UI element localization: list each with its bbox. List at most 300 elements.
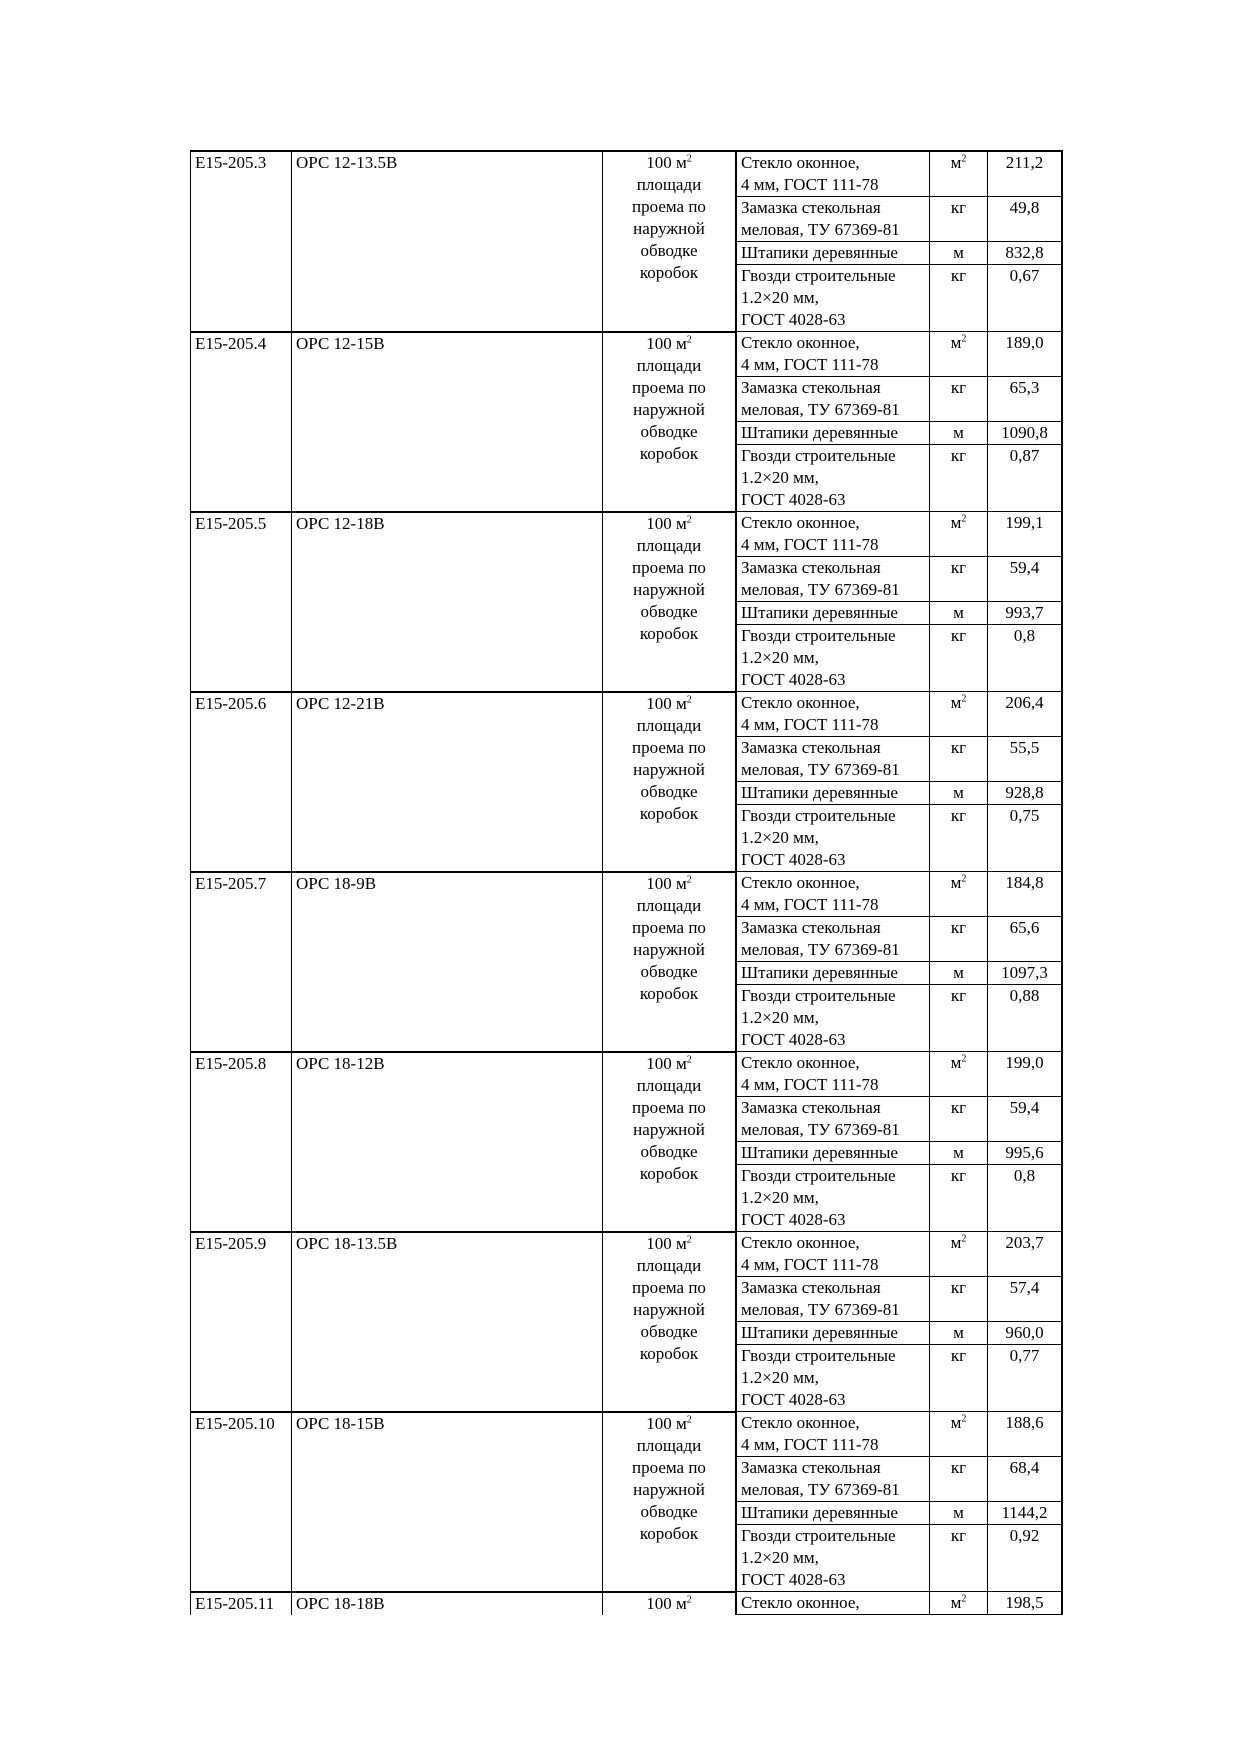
material-unit-text: м [953, 963, 964, 982]
material-name [736, 737, 930, 782]
material-name [736, 422, 930, 445]
superscript-2: 2 [686, 333, 692, 345]
material-unit-text: м [953, 1143, 964, 1162]
material-quantity: 188,6 [988, 1412, 1063, 1457]
norms-table-body [191, 151, 1063, 1615]
measure-unit-line: обводке [640, 421, 698, 441]
material-line: меловая, ТУ 67369-81 [741, 1480, 900, 1499]
measure-unit-text: 100 м [646, 693, 687, 713]
material-unit [930, 1097, 988, 1142]
material-unit [930, 151, 988, 197]
measure-unit-text: 100 м [646, 1233, 687, 1253]
material-line: Гвозди строительные [741, 446, 896, 465]
material-line: 1.2×20 мм, [741, 828, 819, 847]
material-name [736, 1322, 930, 1345]
material-line: Замазка стекольная [741, 378, 881, 397]
superscript-2: 2 [686, 1233, 692, 1245]
material-name [736, 692, 930, 737]
material-name [736, 917, 930, 962]
measure-unit-line: проема по [632, 737, 706, 757]
measure-unit-main [607, 1233, 731, 1255]
material-unit-sup: 2 [961, 693, 967, 705]
superscript-2: 2 [686, 693, 692, 705]
material-quantity: 59,4 [988, 557, 1063, 602]
measure-unit-line: обводке [640, 781, 698, 801]
material-quantity: 0,77 [988, 1345, 1063, 1412]
measure-unit-line: наружной [633, 1119, 705, 1139]
material-line: 1.2×20 мм, [741, 468, 819, 487]
material-unit-text: кг [950, 1458, 967, 1477]
material-unit-text: м [950, 1413, 962, 1432]
material-line: Стекло оконное, [741, 153, 860, 172]
material-unit-text: м [953, 243, 964, 262]
material-line: 1.2×20 мм, [741, 288, 819, 307]
material-name [736, 332, 930, 377]
measure-unit-main [607, 333, 731, 355]
material-line: 1.2×20 мм, [741, 1548, 819, 1567]
norm-code: Е15-205.10 [191, 1412, 292, 1592]
superscript-2: 2 [686, 1413, 692, 1425]
measure-unit-line: площади [636, 715, 702, 735]
table-row [191, 872, 1063, 917]
material-line: Замазка стекольная [741, 738, 881, 757]
material-quantity: 65,3 [988, 377, 1063, 422]
table-row [191, 332, 1063, 377]
material-name [736, 962, 930, 985]
measure-unit-text: 100 м [646, 153, 687, 172]
material-quantity: 0,88 [988, 985, 1063, 1052]
norm-code: Е15-205.5 [191, 512, 292, 692]
table-row [191, 1592, 1063, 1615]
material-line: Гвозди строительные [741, 1166, 896, 1185]
material-unit-sup: 2 [961, 1053, 967, 1065]
material-line: Штапики деревянные [741, 963, 898, 982]
material-name [736, 1412, 930, 1457]
table-row [191, 1052, 1063, 1097]
measure-unit-line: обводке [640, 1501, 698, 1521]
material-unit [930, 805, 988, 872]
material-line: 1.2×20 мм, [741, 1188, 819, 1207]
material-unit [930, 1052, 988, 1097]
material-name [736, 242, 930, 265]
material-line: 4 мм, ГОСТ 111-78 [741, 895, 879, 914]
material-name [736, 1502, 930, 1525]
material-line: ГОСТ 4028-63 [741, 670, 846, 689]
material-quantity: 1144,2 [988, 1502, 1063, 1525]
material-line: меловая, ТУ 67369-81 [741, 580, 900, 599]
norm-code: Е15-205.9 [191, 1232, 292, 1412]
material-unit [930, 602, 988, 625]
material-line: Штапики деревянные [741, 603, 898, 622]
material-unit-text: кг [950, 1278, 967, 1297]
material-unit-text: м [950, 513, 962, 532]
material-quantity: 1097,3 [988, 962, 1063, 985]
measure-unit-text: 100 м [646, 1593, 687, 1613]
material-quantity: 59,4 [988, 1097, 1063, 1142]
material-unit-text: кг [950, 1526, 967, 1545]
material-line: Штапики деревянные [741, 783, 898, 802]
table-row [191, 1232, 1063, 1277]
superscript-2: 2 [686, 153, 692, 165]
material-unit-text: м [953, 783, 964, 802]
material-quantity: 0,87 [988, 445, 1063, 512]
norm-code: Е15-205.3 [191, 151, 292, 332]
material-line: Гвозди строительные [741, 986, 896, 1005]
material-name [736, 872, 930, 917]
material-unit [930, 1322, 988, 1345]
measure-unit-line: проема по [632, 197, 706, 216]
material-unit [930, 1345, 988, 1412]
material-line: Штапики деревянные [741, 1143, 898, 1162]
material-line: меловая, ТУ 67369-81 [741, 760, 900, 779]
material-line: ГОСТ 4028-63 [741, 850, 846, 869]
measure-unit-line: площади [636, 895, 702, 915]
measure-unit-line: обводке [640, 241, 698, 260]
material-line: Замазка стекольная [741, 1278, 881, 1297]
measure-unit-main [607, 1413, 731, 1435]
measure-unit-text: 100 м [646, 873, 687, 893]
material-name [736, 1097, 930, 1142]
material-unit [930, 1457, 988, 1502]
construction-name: ОРС 12-21В [292, 692, 603, 872]
material-name [736, 1277, 930, 1322]
measure-unit-line: наружной [633, 759, 705, 779]
material-line: Замазка стекольная [741, 1098, 881, 1117]
material-unit-text: м [950, 1053, 962, 1072]
material-line: 4 мм, ГОСТ 111-78 [741, 1435, 879, 1454]
material-unit [930, 872, 988, 917]
material-quantity: 68,4 [988, 1457, 1063, 1502]
material-line: 4 мм, ГОСТ 111-78 [741, 535, 879, 554]
material-line: Стекло оконное, [741, 333, 860, 352]
material-unit-text: м [953, 1503, 964, 1522]
material-unit [930, 1232, 988, 1277]
material-unit-text: кг [950, 378, 967, 397]
measure-unit-main [607, 1053, 731, 1075]
material-line: Гвозди строительные [741, 806, 896, 825]
measure-unit [603, 1592, 737, 1615]
measure-unit-line: коробок [639, 1343, 699, 1363]
measure-unit-text: 100 м [646, 333, 687, 353]
material-name [736, 1345, 930, 1412]
material-unit-text: кг [950, 446, 967, 465]
construction-name: ОРС 12-18В [292, 512, 603, 692]
material-quantity: 993,7 [988, 602, 1063, 625]
material-unit [930, 1525, 988, 1592]
material-line: Стекло оконное, [741, 693, 860, 712]
material-quantity: 57,4 [988, 1277, 1063, 1322]
material-line: 4 мм, ГОСТ 111-78 [741, 175, 879, 194]
material-line: 1.2×20 мм, [741, 648, 819, 667]
table-row [191, 692, 1063, 737]
material-unit [930, 1165, 988, 1232]
material-name [736, 1525, 930, 1592]
material-line: Штапики деревянные [741, 1503, 898, 1522]
material-quantity: 198,5 [988, 1592, 1063, 1615]
table-row [191, 1412, 1063, 1457]
material-quantity: 995,6 [988, 1142, 1063, 1165]
material-name [736, 1232, 930, 1277]
material-quantity: 189,0 [988, 332, 1063, 377]
measure-unit-line: площади [636, 1075, 702, 1095]
superscript-2: 2 [686, 873, 692, 885]
material-unit-text: кг [950, 1098, 967, 1117]
material-line: Гвозди строительные [741, 266, 896, 285]
measure-unit [603, 692, 737, 872]
material-unit [930, 422, 988, 445]
measure-unit-line: обводке [640, 961, 698, 981]
material-unit-sup: 2 [961, 1413, 967, 1425]
measure-unit-line: проема по [632, 1457, 706, 1477]
material-name [736, 512, 930, 557]
material-unit [930, 332, 988, 377]
measure-unit-line: проема по [632, 557, 706, 577]
measure-unit-line: наружной [633, 1299, 705, 1319]
material-line: ГОСТ 4028-63 [741, 1030, 846, 1049]
norm-code: Е15-205.7 [191, 872, 292, 1052]
material-name [736, 782, 930, 805]
material-quantity: 0,75 [988, 805, 1063, 872]
material-unit [930, 1592, 988, 1615]
material-unit-text: кг [950, 918, 967, 937]
norms-table [190, 150, 1063, 1615]
table-row [191, 512, 1063, 557]
measure-unit-line: проема по [632, 1277, 706, 1297]
measure-unit-main [607, 873, 731, 895]
construction-name: ОРС 18-18В [292, 1592, 603, 1615]
material-unit [930, 557, 988, 602]
construction-name: ОРС 12-13.5В [292, 151, 603, 332]
superscript-2: 2 [686, 1593, 692, 1605]
material-unit-text: кг [950, 738, 967, 757]
material-quantity: 1090,8 [988, 422, 1063, 445]
material-unit [930, 962, 988, 985]
norm-code: Е15-205.11 [191, 1592, 292, 1615]
material-name [736, 1592, 930, 1615]
material-line: Замазка стекольная [741, 918, 881, 937]
measure-unit-line: коробок [639, 803, 699, 823]
measure-unit-line: обводке [640, 1141, 698, 1161]
material-name [736, 602, 930, 625]
measure-unit-line: площади [636, 355, 702, 375]
material-line: Стекло оконное, [741, 1233, 860, 1252]
material-line: Штапики деревянные [741, 423, 898, 442]
material-line: ГОСТ 4028-63 [741, 1570, 846, 1589]
measure-unit-line: проема по [632, 377, 706, 397]
material-unit-sup: 2 [961, 333, 967, 345]
measure-unit-main [607, 1593, 731, 1615]
material-unit [930, 512, 988, 557]
table-row [191, 151, 1063, 197]
material-unit [930, 445, 988, 512]
material-name [736, 805, 930, 872]
material-unit [930, 197, 988, 242]
material-line: Замазка стекольная [741, 558, 881, 577]
material-name [736, 445, 930, 512]
construction-name: ОРС 18-12В [292, 1052, 603, 1232]
material-unit-text: кг [950, 198, 967, 217]
material-unit [930, 625, 988, 692]
measure-unit-line: обводке [640, 1321, 698, 1341]
norm-code: Е15-205.4 [191, 332, 292, 512]
material-quantity: 199,0 [988, 1052, 1063, 1097]
material-line: Гвозди строительные [741, 1346, 896, 1365]
material-line: ГОСТ 4028-63 [741, 1210, 846, 1229]
measure-unit-text: 100 м [646, 1413, 687, 1433]
material-unit-text: кг [950, 626, 967, 645]
material-name [736, 151, 930, 197]
material-line: меловая, ТУ 67369-81 [741, 220, 900, 239]
material-unit-text: кг [950, 1346, 967, 1365]
measure-unit-line: коробок [639, 263, 699, 282]
material-line: Штапики деревянные [741, 1323, 898, 1342]
measure-unit-line: наружной [633, 579, 705, 599]
material-unit-sup: 2 [961, 873, 967, 885]
measure-unit-text: 100 м [646, 1053, 687, 1073]
measure-unit-text: 100 м [646, 513, 687, 533]
material-unit [930, 1142, 988, 1165]
material-unit-text: м [950, 873, 962, 892]
material-unit-sup: 2 [961, 153, 967, 165]
material-line: Стекло оконное, [741, 1413, 860, 1432]
material-line: 1.2×20 мм, [741, 1368, 819, 1387]
material-unit [930, 1277, 988, 1322]
material-line: меловая, ТУ 67369-81 [741, 940, 900, 959]
measure-unit [603, 872, 737, 1052]
material-unit-text: кг [950, 806, 967, 825]
material-quantity: 49,8 [988, 197, 1063, 242]
material-line: ГОСТ 4028-63 [741, 490, 846, 509]
material-unit-sup: 2 [961, 1593, 967, 1605]
measure-unit-line: коробок [639, 1523, 699, 1543]
material-quantity: 0,8 [988, 1165, 1063, 1232]
material-name [736, 985, 930, 1052]
measure-unit-line: проема по [632, 1097, 706, 1117]
measure-unit [603, 512, 737, 692]
measure-unit [603, 332, 737, 512]
material-unit-text: кг [950, 986, 967, 1005]
measure-unit-line: площади [636, 1435, 702, 1455]
measure-unit-line: коробок [639, 623, 699, 643]
material-name [736, 1165, 930, 1232]
material-unit [930, 242, 988, 265]
measure-unit-line: площади [636, 535, 702, 555]
material-line: 1.2×20 мм, [741, 1008, 819, 1027]
material-quantity: 203,7 [988, 1232, 1063, 1277]
material-unit-text: м [950, 1593, 962, 1612]
material-quantity: 65,6 [988, 917, 1063, 962]
material-unit-text: м [950, 333, 962, 352]
measure-unit-line: проема по [632, 917, 706, 937]
measure-unit-main [607, 152, 731, 174]
material-name [736, 265, 930, 332]
material-line: меловая, ТУ 67369-81 [741, 400, 900, 419]
superscript-2: 2 [686, 1053, 692, 1065]
measure-unit-line: наружной [633, 1479, 705, 1499]
construction-name: ОРС 18-15В [292, 1412, 603, 1592]
material-quantity: 928,8 [988, 782, 1063, 805]
superscript-2: 2 [686, 513, 692, 525]
measure-unit-line: площади [636, 175, 702, 194]
material-unit-text: м [950, 1233, 962, 1252]
measure-unit-line: коробок [639, 1163, 699, 1183]
material-line: Стекло оконное, [741, 1593, 860, 1612]
construction-name: ОРС 18-9В [292, 872, 603, 1052]
material-name [736, 1052, 930, 1097]
material-unit [930, 782, 988, 805]
material-line: Замазка стекольная [741, 198, 881, 217]
material-name [736, 1142, 930, 1165]
material-unit-text: м [953, 1323, 964, 1342]
material-line: 4 мм, ГОСТ 111-78 [741, 355, 879, 374]
material-unit-text: м [950, 693, 962, 712]
material-quantity: 206,4 [988, 692, 1063, 737]
construction-name: ОРС 18-13.5В [292, 1232, 603, 1412]
measure-unit-line: наружной [633, 939, 705, 959]
material-line: Стекло оконное, [741, 513, 860, 532]
material-name [736, 557, 930, 602]
material-unit [930, 985, 988, 1052]
material-unit-sup: 2 [961, 513, 967, 525]
measure-unit [603, 1232, 737, 1412]
material-unit [930, 692, 988, 737]
material-line: Стекло оконное, [741, 1053, 860, 1072]
material-unit-text: кг [950, 558, 967, 577]
material-quantity: 0,92 [988, 1525, 1063, 1592]
material-line: Стекло оконное, [741, 873, 860, 892]
material-quantity: 960,0 [988, 1322, 1063, 1345]
material-quantity: 0,67 [988, 265, 1063, 332]
material-unit [930, 377, 988, 422]
material-name [736, 197, 930, 242]
material-line: меловая, ТУ 67369-81 [741, 1120, 900, 1139]
material-line: Гвозди строительные [741, 1526, 896, 1545]
measure-unit [603, 1052, 737, 1232]
material-unit-sup: 2 [961, 1233, 967, 1245]
measure-unit-line: обводке [640, 601, 698, 621]
material-unit [930, 917, 988, 962]
measure-unit-line: коробок [639, 983, 699, 1003]
material-line: меловая, ТУ 67369-81 [741, 1300, 900, 1319]
material-quantity: 211,2 [988, 151, 1063, 197]
material-line: Замазка стекольная [741, 1458, 881, 1477]
material-line: Гвозди строительные [741, 626, 896, 645]
material-name [736, 377, 930, 422]
material-unit-text: кг [950, 266, 967, 285]
material-unit-text: м [950, 153, 962, 172]
norm-code: Е15-205.8 [191, 1052, 292, 1232]
material-unit [930, 737, 988, 782]
material-name [736, 625, 930, 692]
measure-unit [603, 151, 737, 332]
construction-name: ОРС 12-15В [292, 332, 603, 512]
measure-unit-line: наружной [633, 399, 705, 419]
material-unit-text: м [953, 423, 964, 442]
material-quantity: 199,1 [988, 512, 1063, 557]
material-quantity: 184,8 [988, 872, 1063, 917]
material-unit-text: кг [950, 1166, 967, 1185]
norm-code: Е15-205.6 [191, 692, 292, 872]
material-unit [930, 1412, 988, 1457]
material-name [736, 1457, 930, 1502]
measure-unit [603, 1412, 737, 1592]
measure-unit-line: коробок [639, 443, 699, 463]
material-quantity: 832,8 [988, 242, 1063, 265]
measure-unit-main [607, 693, 731, 715]
material-unit [930, 265, 988, 332]
material-quantity: 0,8 [988, 625, 1063, 692]
material-unit [930, 1502, 988, 1525]
